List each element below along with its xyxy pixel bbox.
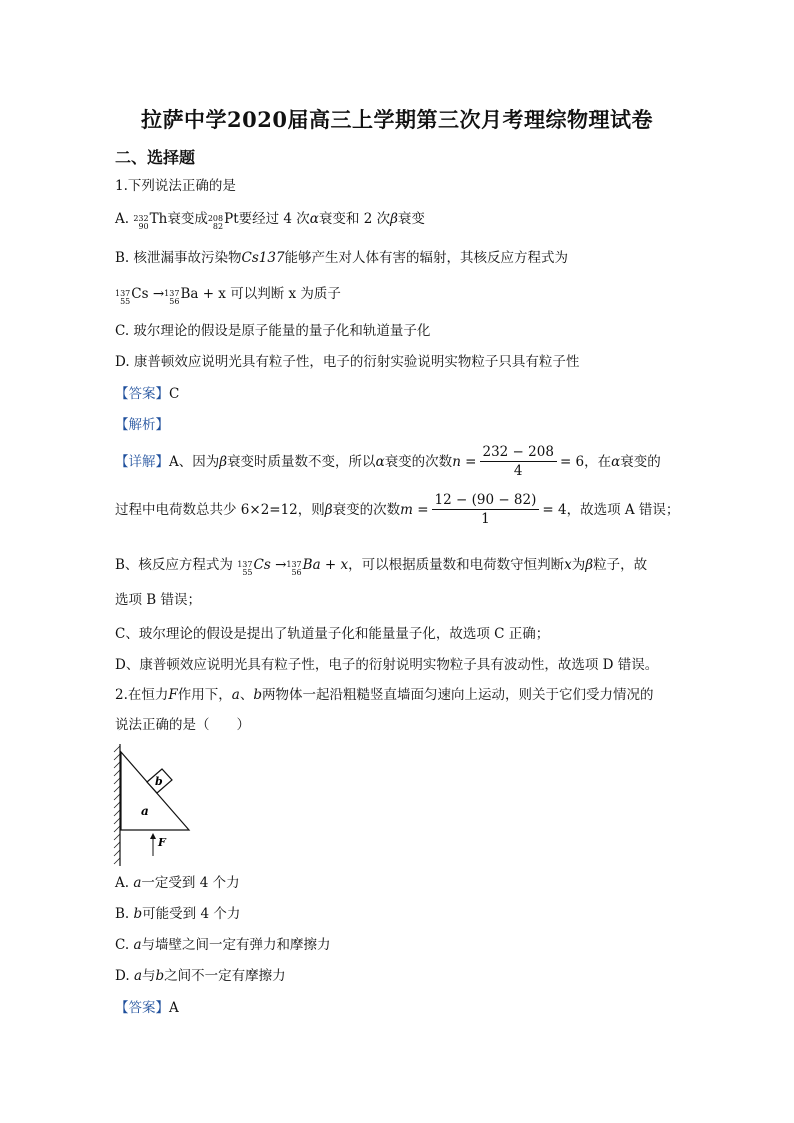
question-1-answer: 【答案】C (115, 386, 180, 402)
question-2-answer: 【答案】A (115, 1000, 179, 1016)
question-1-option-b: B. 核泄漏事故污染物Cs137能够产生对人体有害的辐射，其核反应方程式为 (115, 250, 569, 266)
question-1-detail-line-3: B、核反应方程式为 137 55 Cs → 137 56 Ba + x，可以根据质量数和电荷数守恒判断x为β粒子，故 (115, 557, 648, 577)
wall-hatching (114, 746, 120, 864)
question-1-detail-line-2: 过程中电荷数总共少 6×2=12，则 β 衰变的次数 m = $\frac{12 - (90 - 82)}{1}$ = 4 ，故选项 A 错误； (115, 492, 680, 527)
question-2-option-a: A. a一定受到 4 个力 (115, 875, 240, 891)
barium-nuclide: 137 56 Ba + x (164, 286, 226, 306)
page-title: 拉萨中学2020届高三上学期第三次月考理综物理试卷 (141, 107, 653, 132)
question-1-detail-line-1: 【 详解 】 A、因为 β 衰变时质量数不变，所以 α 衰变的次数 n = $\frac{232 - 208}{4}$ = 6 ，在 α 衰变的 (115, 444, 661, 479)
question-1-stem: 1.下列说法正确的是 (115, 178, 236, 194)
beta-count-fraction: $\frac{12 - (90 - 82)}{1}$ (432, 491, 540, 528)
question-1-option-a: A. 232 90 Th衰变成 208 82 Pt要经过 4 次α衰变和 2 次β衰变 (115, 211, 425, 231)
platinum-nuclide: 208 82 Pt (207, 211, 239, 231)
question-2-option-d: D. a与b之间不一定有摩擦力 (115, 968, 286, 984)
cesium-nuclide: 137 55 Cs (115, 286, 149, 306)
question-1-detail-line-5: C、玻尔理论的假设是提出了轨道量子化和能量量子化，故选项 C 正确； (115, 626, 550, 642)
question-1-detail-line-6: D、康普顿效应说明光具有粒子性，电子的衍射说明实物粒子具有波动性，故选项 D 错误。 (115, 657, 659, 673)
question-2-option-c: C. a与墙壁之间一定有弹力和摩擦力 (115, 937, 331, 953)
question-1-detail-line-4: 选项 B 错误； (115, 592, 202, 608)
question-1-option-d: D. 康普顿效应说明光具有粒子性，电子的衍射实验说明实物粒子只具有粒子性 (115, 354, 580, 370)
question-1-option-c: C. 玻尔理论的假设是原子能量的量子化和轨道量子化 (115, 323, 431, 339)
label-F: F (158, 836, 166, 849)
label-b: b (155, 775, 163, 788)
question-2-stem-line-1: 2.在恒力F作用下，a、b两物体一起沿粗糙竖直墙面匀速向上运动，则关于它们受力情况的 (115, 687, 654, 703)
force-arrow-head (150, 833, 156, 839)
thorium-nuclide: 232 90 Th (133, 211, 168, 231)
label-a: a (141, 804, 149, 818)
question-1-option-b-equation: 137 55 Cs → 137 56 Ba + x 可以判断 x 为质子 (115, 286, 341, 306)
question-1-analysis-tag: 【解析】 (115, 417, 169, 433)
alpha-count-fraction: $\frac{232 - 208}{4}$ (480, 443, 557, 480)
section-heading: 二、选择题 (115, 148, 196, 167)
wall-block-diagram (112, 744, 194, 866)
question-2-stem-line-2: 说法正确的是（ ） (115, 717, 250, 733)
question-2-option-b: B. b可能受到 4 个力 (115, 906, 241, 922)
